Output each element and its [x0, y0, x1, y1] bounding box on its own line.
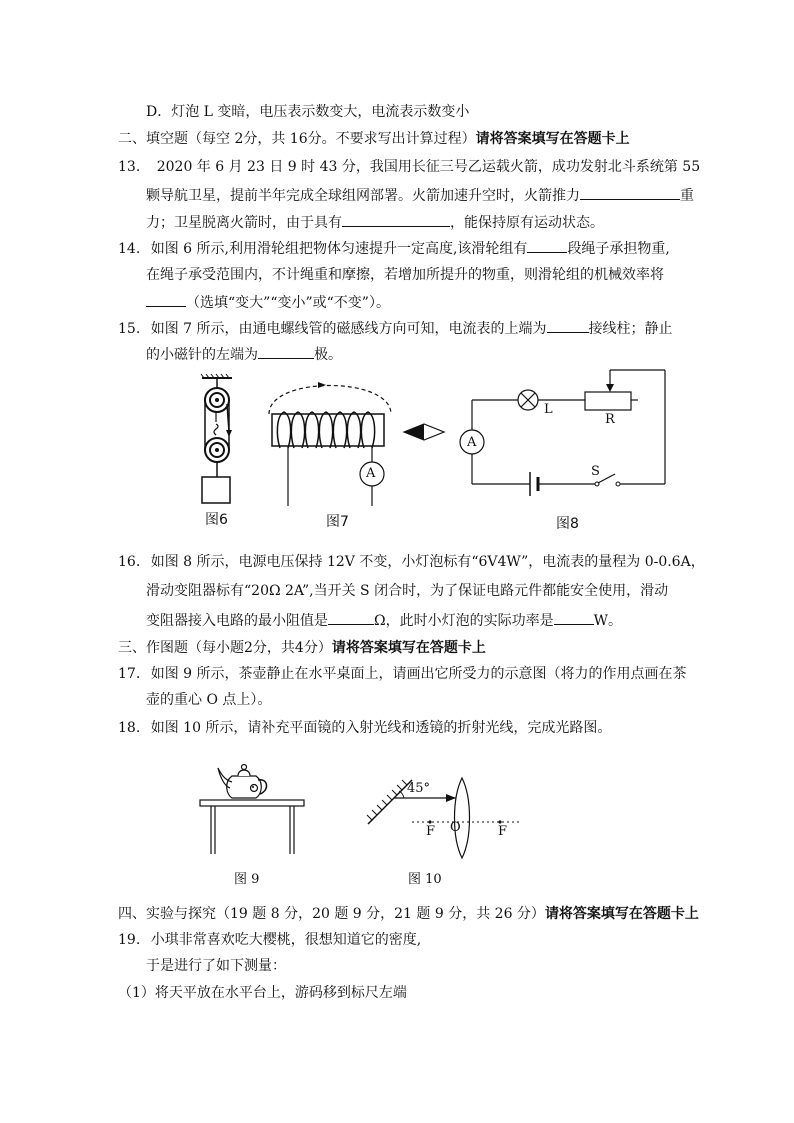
figure-9-caption: 图 9 — [234, 872, 260, 887]
q14-line-1: 14. 如图 6 所示,利用滑轮组把物体匀速提升一定高度,该滑轮组有 段绳子承担物重, — [118, 238, 670, 259]
q15-line-1: 15. 如图 7 所示，由通电螺线管的磁感线方向可知，电流表的上端为 接线柱；静止 — [118, 318, 673, 339]
section-2-heading — [118, 129, 630, 149]
figure-6-caption: 图6 — [205, 512, 228, 528]
figure-10-caption: 图 10 — [408, 872, 442, 887]
q15-blank-2[interactable] — [258, 344, 314, 359]
figure-10-angle-label: 45° — [407, 781, 431, 796]
section-3-title: 三、作图题（每小题2分，共4分） — [118, 640, 332, 656]
q13-number: 13. — [118, 159, 141, 175]
q15-blank-1[interactable] — [547, 318, 589, 333]
section-2-instruction: 请将答案填写在答题卡上 — [475, 131, 630, 147]
figure-8-caption: 图8 — [556, 516, 579, 532]
q17-number: 17. — [118, 666, 141, 682]
section-2-title: 二、填空题（每空 2分，共 16分。不要求写出计算过程） — [118, 131, 476, 147]
q13-line-1: 13. 2020 年 6 月 23 日 9 时 43 分，我国用长征三号乙运载火箭，成功发射北斗系统第 55 — [118, 159, 701, 175]
figure-10-focus-left: F — [426, 824, 436, 839]
q18-line-1: 18. 如图 10 所示，请补充平面镜的入射光线和透镜的折射光线，完成光路图。 — [118, 720, 612, 736]
figure-7-caption: 图7 — [326, 514, 349, 530]
q19-number: 19. — [118, 932, 141, 948]
q15-number: 15. — [118, 321, 141, 337]
figure-10-center-label: O — [450, 820, 461, 835]
figure-10-focus-right: F — [498, 824, 508, 839]
q14-number: 14. — [118, 241, 141, 257]
figure-7-solenoid — [266, 378, 446, 508]
q13-line-2: 颗导航卫星，提前半年完成全球组网部署。火箭加速升空时，火箭推力 重 — [146, 185, 694, 206]
q17-line-1: 17. 如图 9 所示，茶壶静止在水平桌面上，请画出它所受力的示意图（将力的作用点画在茶 — [118, 666, 687, 682]
q19-line-2: 于是进行了如下测量： — [146, 958, 286, 974]
q17-line-2: 壶的重心 O 点上）。 — [146, 692, 272, 708]
q16-blank-1[interactable] — [328, 610, 374, 625]
figure-7-ammeter-label: A — [366, 466, 376, 481]
section-4-instruction: 请将答案填写在答题卡上 — [544, 906, 699, 922]
figure-8-ammeter-label: A — [467, 435, 477, 450]
q19-line-1: 19. 小琪非常喜欢吃大樱桃，很想知道它的密度, — [118, 932, 422, 948]
q13-blank-1[interactable] — [580, 185, 680, 200]
section-4-title: 四、实验与探究（19 题 8 分，20 题 9 分，21 题 9 分，共 26 分） — [118, 906, 545, 922]
q16-line-2: 滑动变阻器标有“20Ω 2A”,当开关 S 闭合时，为了保证电路元件都能安全使用，滑动 — [146, 583, 669, 599]
figure-8-resistor-label: R — [605, 412, 615, 427]
q18-number: 18. — [118, 720, 141, 736]
q16-number: 16. — [118, 554, 141, 570]
q14-line-3: （选填“变大”“变小”或“不变”）。 — [146, 292, 390, 313]
q15-line-2: 的小磁针的左端为 极。 — [146, 344, 342, 365]
option-d: D．灯泡 L 变暗，电压表示数变大，电流表示数变小 — [146, 104, 470, 120]
q14-blank-2[interactable] — [146, 292, 186, 307]
q16-line-3: 变阻器接入电路的最小阻值是 Ω，此时小灯泡的实际功率是 W。 — [146, 610, 622, 631]
figure-8-switch-label: S — [591, 464, 600, 479]
figure-9-teapot-table — [198, 758, 308, 858]
figure-10-mirror-lens — [364, 778, 524, 858]
q16-blank-2[interactable] — [554, 610, 594, 625]
figure-8-lamp-label: L — [544, 402, 553, 417]
section-4-heading — [118, 904, 699, 924]
figure-6-pulley — [196, 374, 256, 504]
section-3-instruction: 请将答案填写在答题卡上 — [331, 640, 486, 656]
q13-line-3: 力；卫星脱离火箭时，由于具有 ，能保持原有运动状态。 — [146, 212, 604, 233]
q14-blank-1[interactable] — [527, 238, 567, 253]
figure-8-circuit — [460, 370, 670, 500]
section-3-heading — [118, 638, 486, 658]
q19-step-1: （1）将天平放在水平台上，游码移到标尺左端 — [118, 985, 407, 1001]
q13-blank-2[interactable] — [342, 212, 450, 227]
q14-line-2: 在绳子承受范围内，不计绳重和摩擦，若增加所提升的物重，则滑轮组的机械效率将 — [146, 267, 664, 283]
q16-line-1: 16. 如图 8 所示，电源电压保持 12V 不变，小灯泡标有“6V4W”，电流表的量程为 0-0.6A， — [118, 554, 705, 570]
